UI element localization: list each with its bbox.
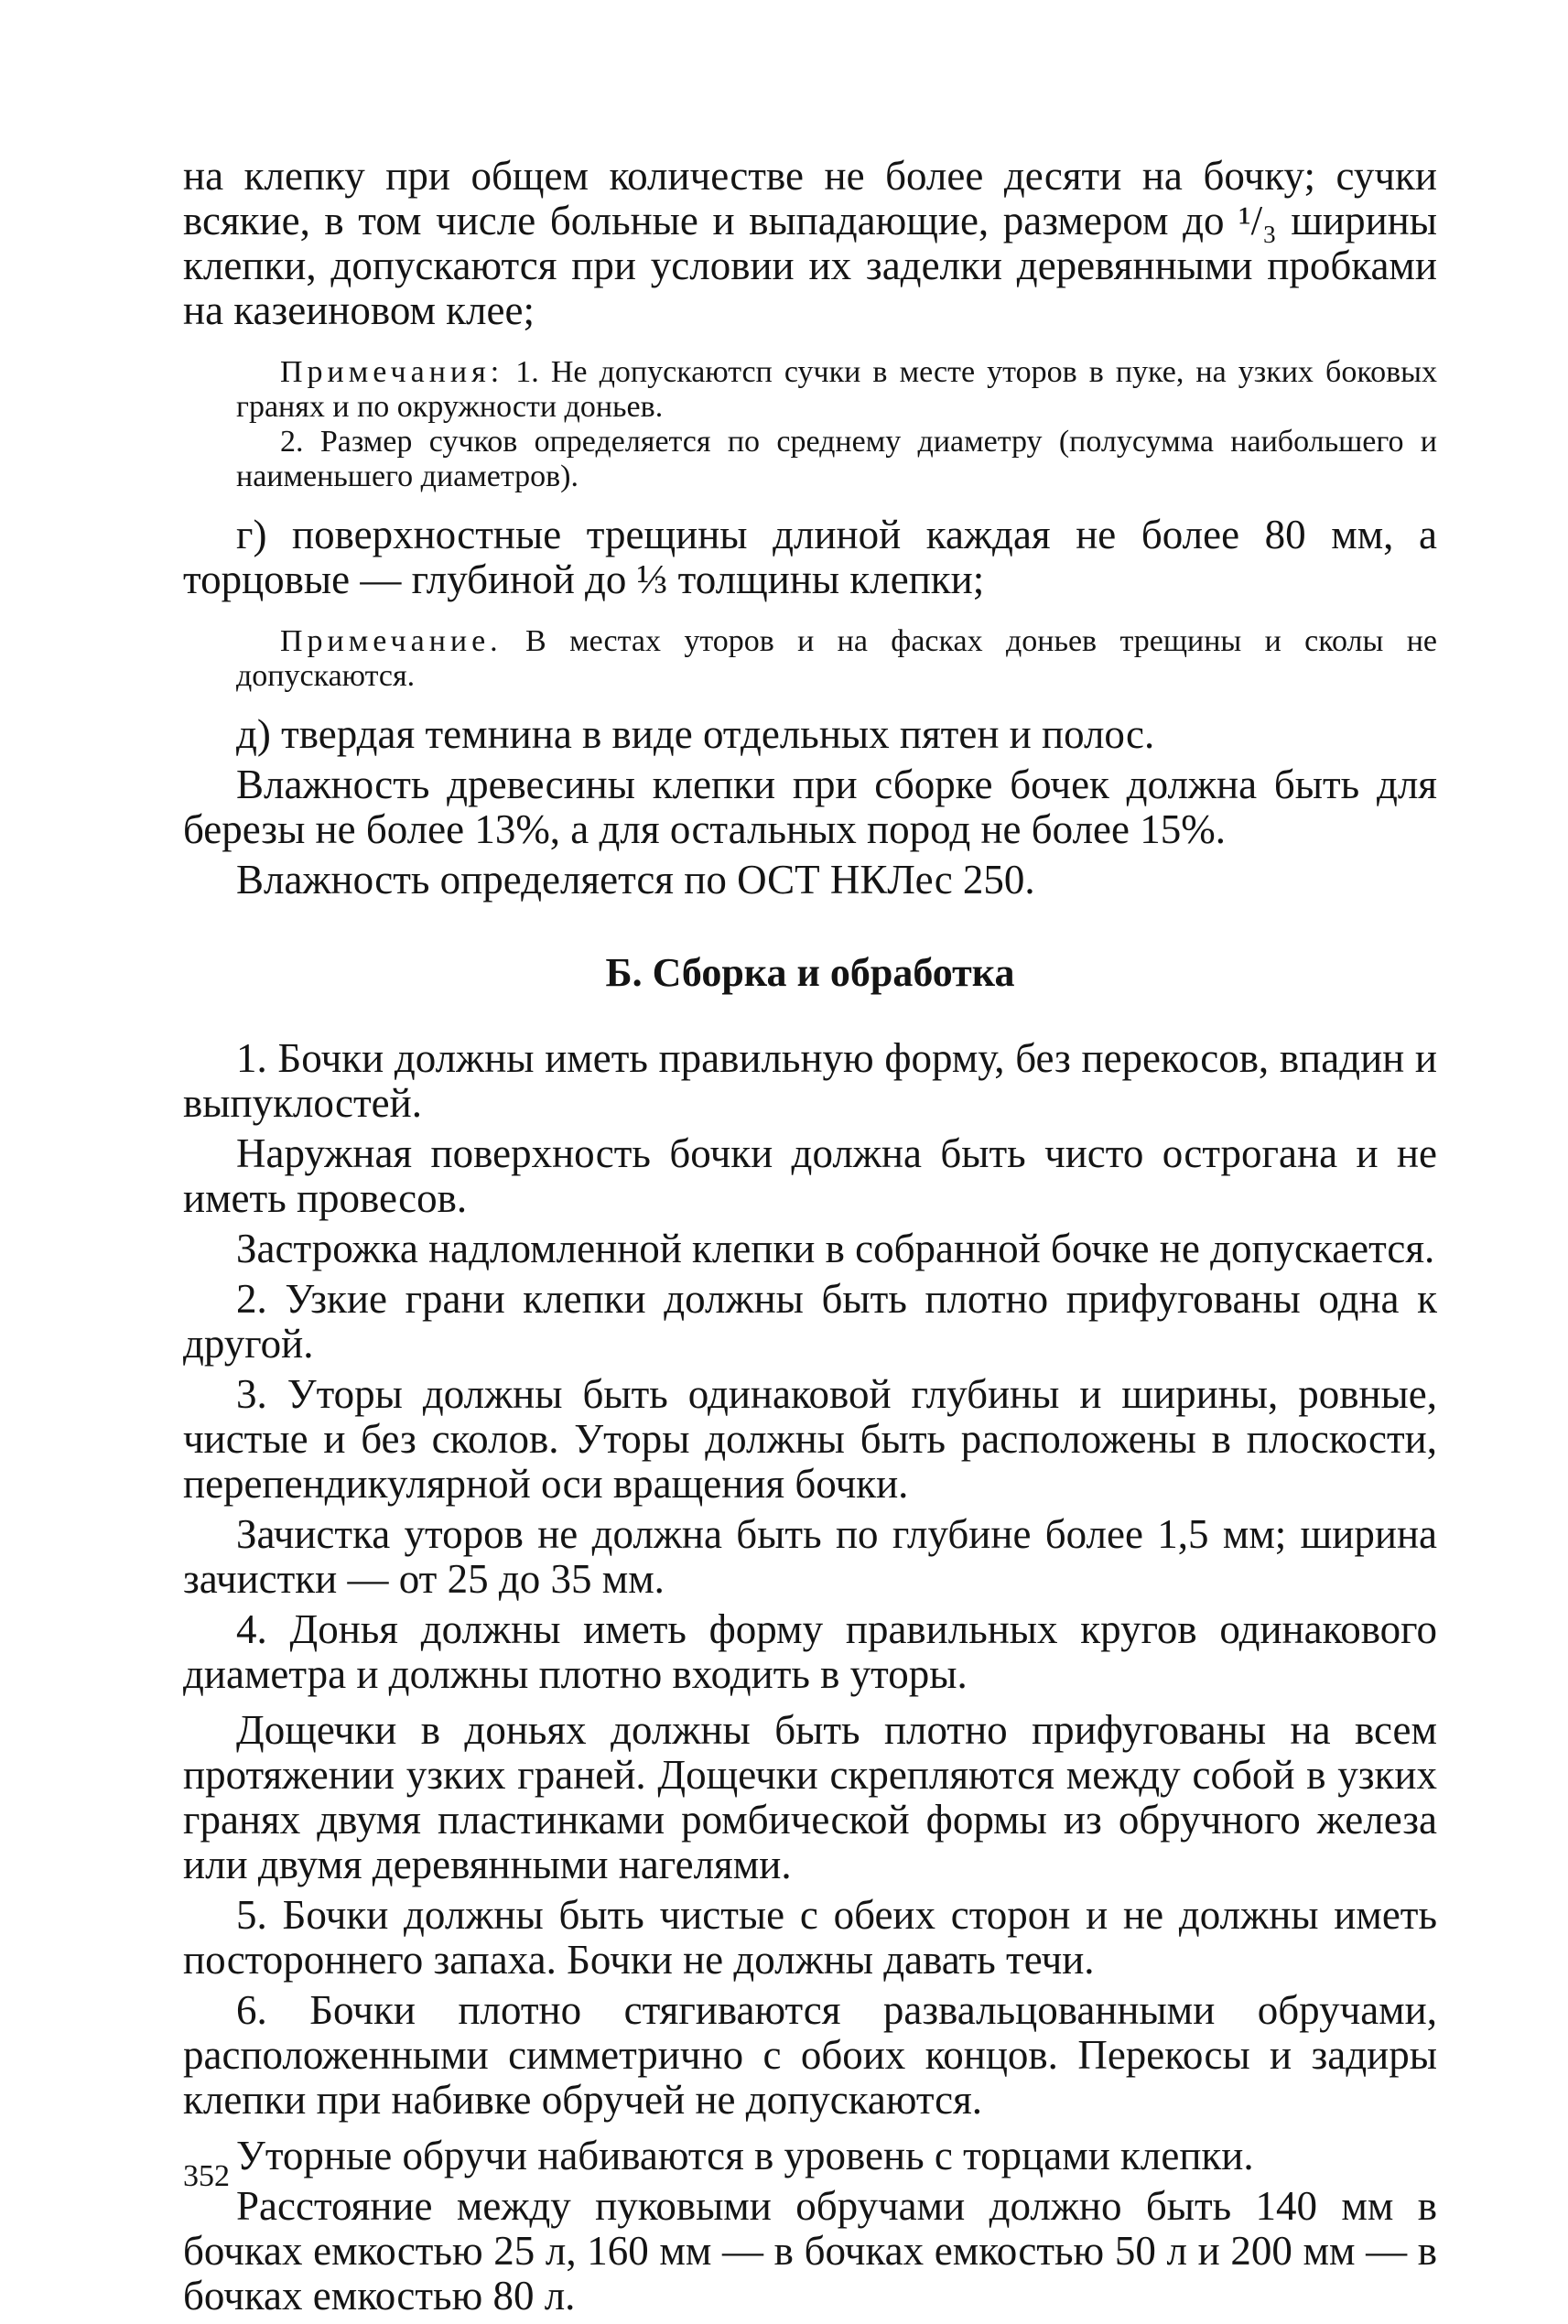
note-1-text-1: 1. Не допускаютсп сучки в месте уторов в пуке, на узких боковых гранях и по окружности доньев. [236,355,1438,424]
note-block-1 [183,355,1437,494]
paragraph-b-5: 3. Уторы должны быть одинаковой глубины и ширины, ровные, чистые и без сколов. Уторы должны быть расположены в плоскости, перепендикулярной оси вращения бочки. [183,1371,1437,1507]
paragraph-b-8: Дощечки в доньях должны быть плотно прифугованы на всем протяжении узких граней. Дощечки скрепляются между собой в узких гранях двумя пластинками ромбической формы из обручного железа или двумя деревянными нагелями. [183,1707,1437,1887]
page-number: 352 [183,2159,230,2193]
paragraph-b-3: Застрожка надломленной клепки в собранной бочке не допускается. [236,1226,1435,1271]
paragraph-b-11: Уторные обручи набиваются в уровень с торцами клепки. [236,2133,1254,2178]
note-1-item-1 [183,355,1437,425]
paragraph-b-7: 4. Донья должны иметь форму правильных кругов одинакового диаметра и должны плотно входить в уторы. [183,1606,1437,1697]
paragraph-b-9: 5. Бочки должны быть чистые с обеих сторон и не должны иметь постороннего запаха. Бочки не должны давать течи. [183,1892,1437,1983]
paragraph-dark-spots: д) твердая темнина в виде отдельных пятен и полос. [236,711,1155,757]
note-1-lead: Примечания: [280,355,504,389]
section-heading: Б. Сборка и обработка [605,950,1015,995]
paragraph-b-2: Наружная поверхность бочки должна быть чисто острогана и не иметь провесов. [183,1130,1437,1221]
paragraph-humidity: Влажность древесины клепки при сборке бочек должна быть для березы не более 13%, а для остальных пород не более 15%. [183,762,1437,852]
paragraph-b-1: 1. Бочки должны иметь правильную форму, без перекосов, впадин и выпуклостей. [183,1035,1437,1126]
paragraph-humidity-standard: Влажность определяется по ОСТ НКЛес 250. [236,857,1035,903]
paragraph-b-12: Расстояние между пуковыми обручами должно быть 140 мм в бочках емкостью 25 л, 160 мм — в бочках емкостью 50 л и 200 мм — в бочках емкостью 80 л. [183,2183,1437,2319]
document-page [183,154,1437,2319]
paragraph-b-10: 6. Бочки плотно стягиваются развальцованными обручами, расположенными симметрично с обоих концов. Перекосы и задиры клепки при набивке обручей не допускаются. [183,1987,1437,2123]
note-2 [183,624,1437,694]
note-1-item-2: 2. Размер сучков определяется по среднему диаметру (полусумма наибольшего и наименьшего диаметров). [236,425,1437,493]
paragraph-cracks: г) поверхностные трещины длиной каждая не более 80 мм, а торцовые — глубиной до ⅓ толщины клепки; [183,512,1437,602]
paragraph-knots: на клепку при общем количестве не более десяти на бочку; сучки всякие, в том числе больные и выпадающие, размером до ¹/₃ ширины клепки, допускаются при условии их заделки деревянными пробками на казеиновом клее; [183,153,1437,333]
paragraph-b-6: Зачистка уторов не должна быть по глубине более 1,5 мм; ширина зачистки — от 25 до 35 мм. [183,1511,1437,1602]
note-2-lead: Примечание. [280,624,503,658]
note-block-2 [183,624,1437,694]
note-2-text: В местах уторов и на фасках доньев трещины и сколы не допускаются. [236,624,1438,693]
paragraph-b-4: 2. Узкие грани клепки должны быть плотно прифугованы одна к другой. [183,1276,1437,1367]
